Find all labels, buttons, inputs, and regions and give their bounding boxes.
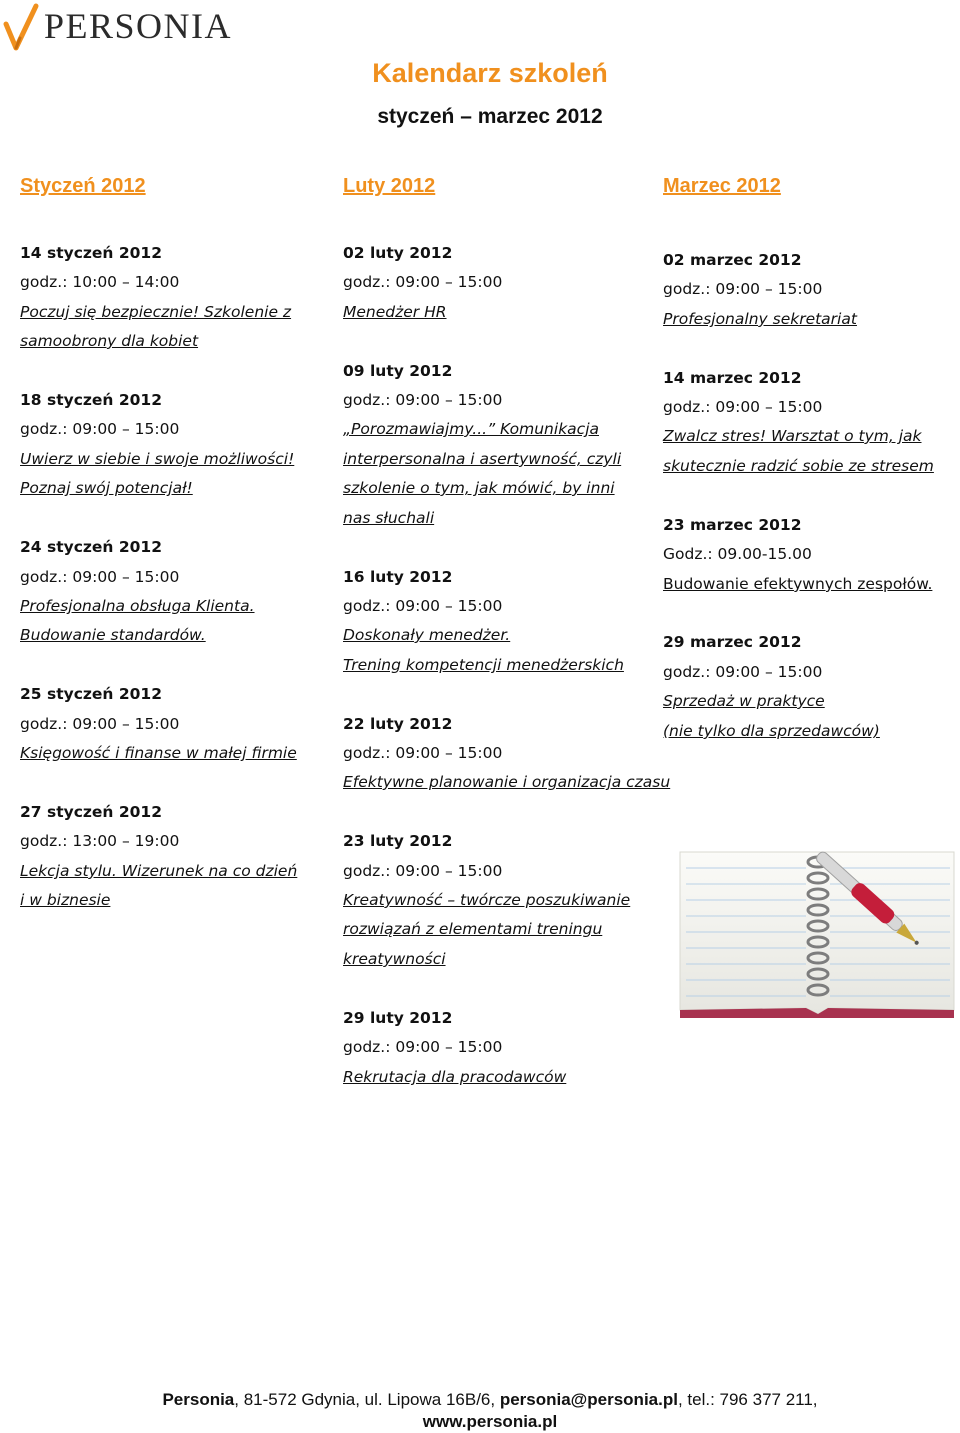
event-date: 16 luty 2012	[343, 568, 453, 586]
event-date: 29 luty 2012	[343, 1009, 453, 1027]
event-date: 24 styczeń 2012	[20, 538, 162, 556]
event-topic[interactable]: „Porozmawiajmy...” Komunikacja	[343, 420, 599, 438]
footer-website-line	[0, 1412, 960, 1432]
month-heading-february: Luty 2012	[343, 175, 436, 197]
event-topic[interactable]: nas słuchali	[343, 509, 435, 527]
notebook-pen-image	[678, 848, 956, 1021]
month-heading-january: Styczeń 2012	[20, 175, 146, 197]
event-topic[interactable]: Budowanie standardów.	[20, 626, 206, 644]
event-date: 29 marzec 2012	[663, 633, 802, 651]
event-topic[interactable]: Profesjonalna obsługa Klienta.	[20, 597, 255, 615]
event-time: godz.: 09:00 – 15:00	[343, 273, 503, 291]
event-topic[interactable]: interpersonalna i asertywność, czyli	[343, 450, 622, 468]
event-time: Godz.: 09.00-15.00	[663, 545, 812, 563]
event-time: godz.: 10:00 – 14:00	[20, 273, 180, 291]
footer-website[interactable]: www.personia.pl	[422, 1412, 558, 1431]
footer-company: Personia	[162, 1390, 235, 1409]
event-topic[interactable]: kreatywności	[343, 950, 446, 968]
event-topic[interactable]: skutecznie radzić sobie ze stresem	[663, 457, 934, 475]
event-date: 02 marzec 2012	[663, 251, 802, 269]
event-topic[interactable]: Sprzedaż w praktyce	[663, 692, 825, 710]
event-date: 23 luty 2012	[343, 832, 453, 850]
event-topic[interactable]: rozwiązań z elementami treningu	[343, 920, 603, 938]
event-topic[interactable]: Menedżer HR	[343, 303, 447, 321]
footer-address: , 81-572 Gdynia, ul. Lipowa 16B/6,	[234, 1390, 500, 1409]
event-topic[interactable]: Rekrutacja dla pracodawców	[343, 1068, 567, 1086]
event-topic[interactable]: Księgowość i finanse w małej firmie	[20, 744, 297, 762]
event-date: 09 luty 2012	[343, 362, 453, 380]
event-time: godz.: 09:00 – 15:00	[343, 391, 503, 409]
event-topic[interactable]: szkolenie o tym, jak mówić, by inni	[343, 479, 615, 497]
page-subtitle: styczeń – marzec 2012	[377, 105, 603, 128]
event-date: 23 marzec 2012	[663, 516, 802, 534]
page-title: Kalendarz szkoleń	[372, 58, 608, 88]
event-time: godz.: 09:00 – 15:00	[663, 280, 823, 298]
event-topic[interactable]: Doskonały menedżer.	[343, 626, 511, 644]
event-topic[interactable]: Lekcja stylu. Wizerunek na co dzień	[20, 862, 298, 880]
event-topic[interactable]: Budowanie efektywnych zespołów.	[663, 575, 933, 593]
event-topic[interactable]: Trening kompetencji menedżerskich	[343, 656, 624, 674]
footer-phone: , tel.: 796 377 211,	[677, 1390, 818, 1409]
event-topic[interactable]: Efektywne planowanie i organizacja czasu	[343, 773, 671, 791]
event-time: godz.: 09:00 – 15:00	[343, 744, 503, 762]
event-time: godz.: 09:00 – 15:00	[20, 420, 180, 438]
event-topic[interactable]: Zwalcz stres! Warsztat o tym, jak	[663, 427, 922, 445]
event-topic[interactable]: Uwierz w siebie i swoje możliwości!	[20, 450, 295, 468]
event-topic[interactable]: i w biznesie	[20, 891, 111, 909]
event-topic[interactable]: (nie tylko dla sprzedawców)	[663, 722, 880, 740]
event-date: 14 marzec 2012	[663, 369, 802, 387]
month-heading-march: Marzec 2012	[663, 175, 781, 197]
footer-address-line	[0, 1390, 960, 1410]
event-topic[interactable]: Poznaj swój potencjał!	[20, 479, 193, 497]
event-date: 02 luty 2012	[343, 244, 453, 262]
personia-logo-icon	[2, 2, 42, 58]
event-time: godz.: 09:00 – 15:00	[20, 568, 180, 586]
footer-email[interactable]: personia@personia.pl	[499, 1390, 678, 1409]
event-time: godz.: 09:00 – 15:00	[20, 715, 180, 733]
event-time: godz.: 09:00 – 15:00	[343, 1038, 503, 1056]
event-topic[interactable]: Kreatywność – twórcze poszukiwanie	[343, 891, 631, 909]
event-time: godz.: 09:00 – 15:00	[343, 597, 503, 615]
event-time: godz.: 09:00 – 15:00	[663, 663, 823, 681]
event-topic[interactable]: Poczuj się bezpiecznie! Szkolenie z	[20, 303, 292, 321]
event-date: 27 styczeń 2012	[20, 803, 162, 821]
event-date: 14 styczeń 2012	[20, 244, 162, 262]
event-time: godz.: 09:00 – 15:00	[663, 398, 823, 416]
event-topic[interactable]: Profesjonalny sekretariat	[663, 310, 857, 328]
brand-name: PERSONIA	[44, 6, 233, 46]
event-date: 22 luty 2012	[343, 715, 453, 733]
event-time: godz.: 09:00 – 15:00	[343, 862, 503, 880]
event-date: 18 styczeń 2012	[20, 391, 162, 409]
event-time: godz.: 13:00 – 19:00	[20, 832, 180, 850]
event-topic[interactable]: samoobrony dla kobiet	[20, 332, 199, 350]
event-date: 25 styczeń 2012	[20, 685, 162, 703]
